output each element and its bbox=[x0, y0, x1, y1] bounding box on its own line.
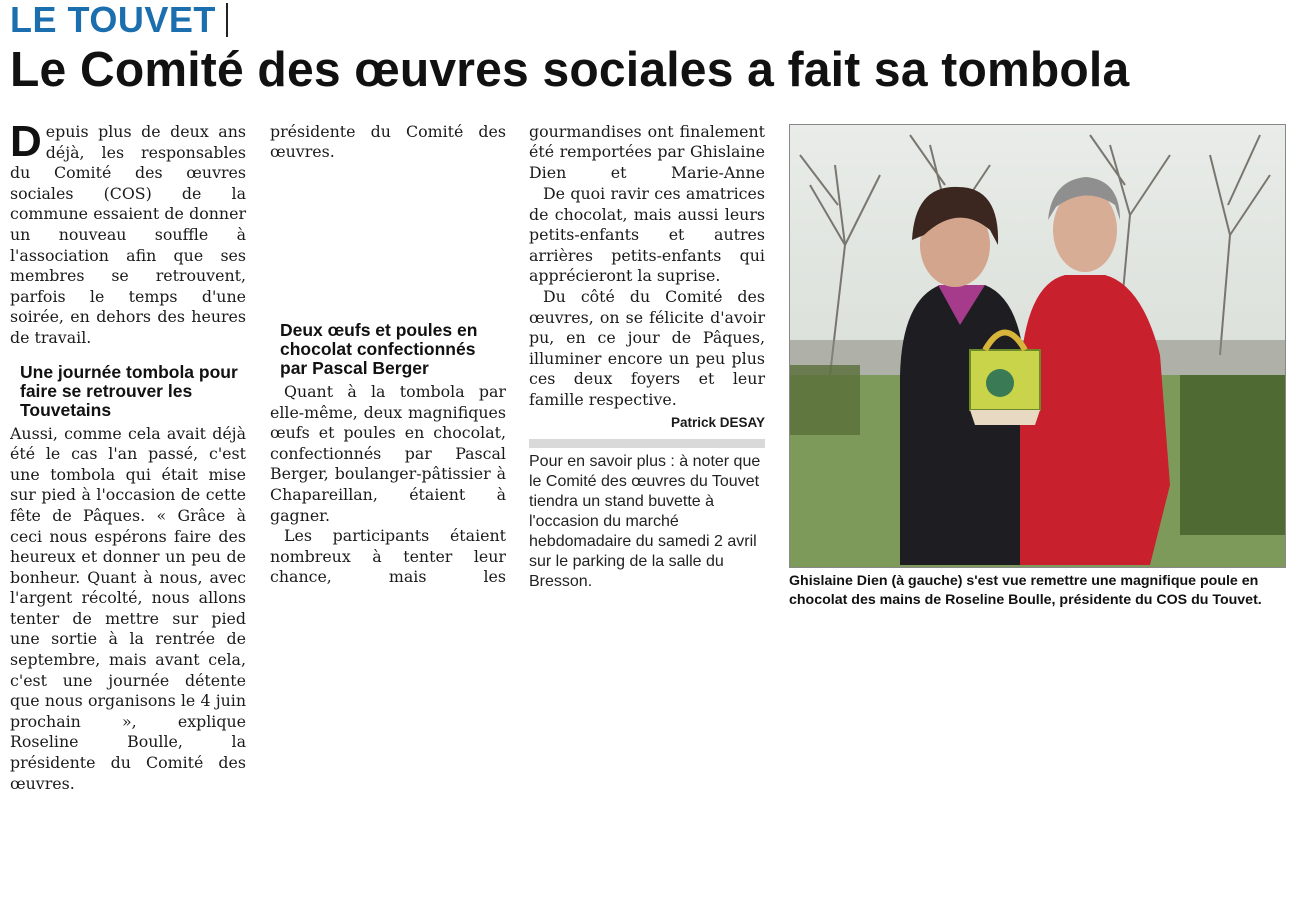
info-box: Pour en savoir plus : à noter que le Comité des œuvres du Touvet tiendra un stand buvette à l'occasion du marché hebdomadaire du samedi 2 avril sur le parking de la salle du Bresson. bbox=[529, 439, 765, 592]
intro-paragraph bbox=[10, 117, 246, 349]
paragraph-4-start bbox=[270, 526, 506, 588]
kicker-divider bbox=[226, 3, 228, 37]
text-column-2 bbox=[270, 122, 506, 588]
paragraph-4: Les participants étaient nombreux à tenter leur chance, mais les bbox=[270, 526, 506, 587]
article-photo bbox=[789, 124, 1286, 568]
paragraph-2-continuation bbox=[270, 122, 506, 307]
photo-illustration bbox=[790, 125, 1285, 567]
subhead-tombola: Une journée tombola pour faire se retrouver les Touvetains bbox=[20, 361, 238, 420]
paragraph-5: De quoi ravir ces amatrices de chocolat, mais aussi leurs petits-enfants et autres arrières petits-enfants qui apprécieront la suprise. bbox=[529, 184, 765, 286]
kicker-label: LE TOUVET bbox=[10, 0, 216, 40]
paragraph-3: Quant à la tombola par elle-même, deux magnifiques œufs et poules en chocolat, confectionnés par Pascal Berger, boulanger-pâtissier à Chapareillan, étaient à gagner. bbox=[270, 382, 506, 525]
paragraph-4-continuation bbox=[529, 122, 765, 184]
text-column-1 bbox=[10, 117, 246, 902]
paragraph-6: Du côté du Comité des œuvres, on se félicite d'avoir pu, en ce jour de Pâques, illuminer encore un peu plus ces deux foyers et leur famille respective. bbox=[529, 286, 765, 409]
paragraph-2: Aussi, comme cela avait déjà été le cas l'an passé, c'est une tombola qui était mise sur pied à l'occasion de cette fête de Pâques. « Grâce à ceci nous espérons faire des heureux et donner un peu de bonheur. Quant à nous, avec l'argent récolté, nous allons tenter de mettre sur pied une sortie à la rentrée de septembre, mais avant cela, c'est une journée détente que nous organisons le 4 juin prochain », explique Roseline Boulle, la présidente du Comité des œuvres. bbox=[10, 423, 246, 793]
paragraph-2-flow bbox=[270, 122, 506, 163]
subhead-chocolate: Deux œufs et poules en chocolat confectionnés par Pascal Berger bbox=[280, 320, 478, 378]
drop-cap: D bbox=[10, 117, 42, 166]
author-signature: Patrick DESAY bbox=[670, 414, 765, 430]
photo-caption: Ghislaine Dien (à gauche) s'est vue remettre une magnifique poule en chocolat des mains de Roseline Boulle, présidente du COS du Touvet. bbox=[789, 573, 1262, 608]
intro-text: epuis plus de deux ans déjà, les responsables du Comité des œuvres sociales (COS) de la commune essaient de donner un nouveau souffle à l'association afin que ses membres se retrouvent, parfois le temps d'une soirée, en dehors des heures de travail. bbox=[10, 122, 246, 347]
paragraph-2-flow-text: présidente du Comité des œuvres. bbox=[270, 122, 506, 162]
paragraph-4-flow-text: gourmandises ont finalement été remportées par Ghislaine Dien et Marie-Anne bbox=[529, 122, 765, 182]
article-headline: Le Comité des œuvres sociales a fait sa tombola bbox=[10, 43, 1130, 97]
section-kicker bbox=[10, 0, 228, 40]
paragraph-4-flow bbox=[529, 122, 765, 184]
text-column-3 bbox=[529, 122, 765, 592]
